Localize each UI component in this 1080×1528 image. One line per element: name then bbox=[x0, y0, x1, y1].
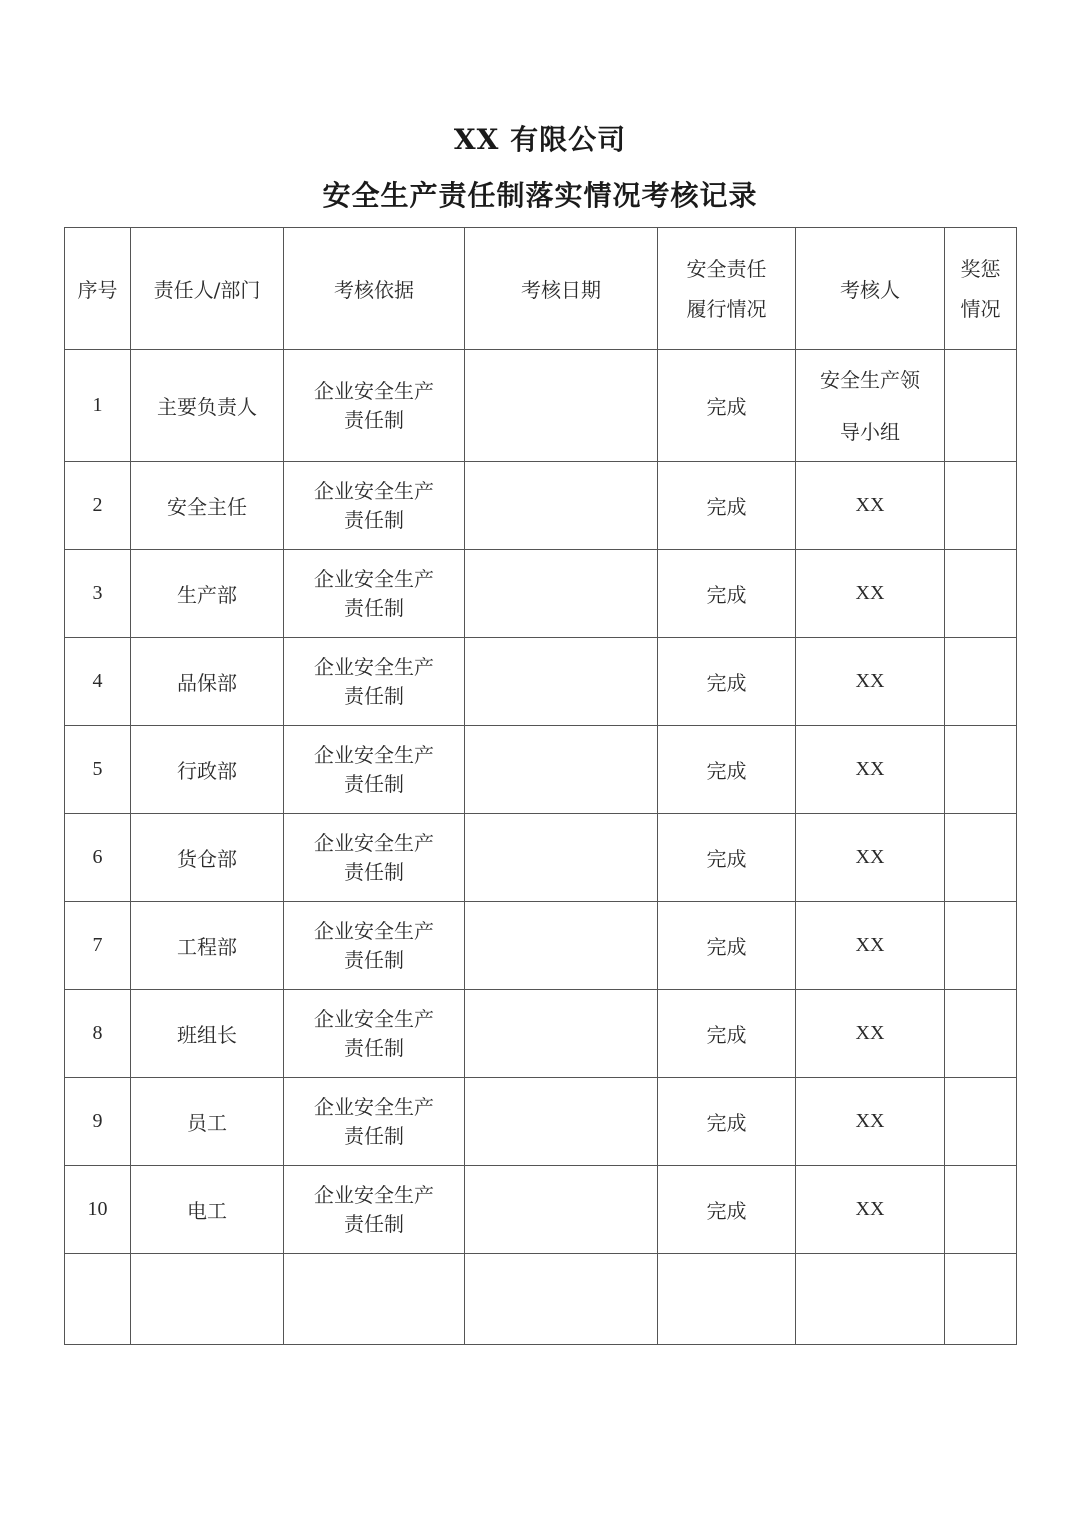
cell-person-dept: 工程部 bbox=[131, 902, 284, 990]
cell-reward bbox=[945, 902, 1017, 990]
cell-basis bbox=[284, 1078, 465, 1166]
cell-basis-text bbox=[314, 653, 434, 711]
cell-basis-line2: 责任制 bbox=[344, 595, 404, 620]
cell-basis bbox=[284, 462, 465, 550]
cell-basis-line1: 企业安全生产 bbox=[314, 830, 434, 855]
cell-basis bbox=[284, 350, 465, 462]
cell-reviewer: XX bbox=[796, 990, 945, 1078]
cell-reward bbox=[945, 726, 1017, 814]
cell-reviewer-line2: 导小组 bbox=[840, 419, 900, 444]
header-basis: 考核依据 bbox=[284, 228, 465, 350]
header-person-dept: 责任人/部门 bbox=[131, 228, 284, 350]
cell-basis bbox=[284, 638, 465, 726]
cell-person-dept: 班组长 bbox=[131, 990, 284, 1078]
cell-reviewer: XX bbox=[796, 1166, 945, 1254]
cell-empty bbox=[65, 1254, 131, 1345]
cell-basis-line2: 责任制 bbox=[344, 947, 404, 972]
cell-performance: 完成 bbox=[658, 462, 796, 550]
cell-basis bbox=[284, 902, 465, 990]
cell-reward bbox=[945, 462, 1017, 550]
cell-date bbox=[465, 1166, 658, 1254]
cell-basis-line1: 企业安全生产 bbox=[314, 918, 434, 943]
cell-basis bbox=[284, 726, 465, 814]
cell-reviewer: XX bbox=[796, 638, 945, 726]
cell-reviewer: XX bbox=[796, 814, 945, 902]
cell-basis-line1: 企业安全生产 bbox=[314, 1006, 434, 1031]
cell-reviewer: XX bbox=[796, 550, 945, 638]
cell-basis-text bbox=[314, 1005, 434, 1063]
cell-performance: 完成 bbox=[658, 350, 796, 462]
cell-date bbox=[465, 902, 658, 990]
company-title: XX 有限公司 bbox=[453, 123, 627, 156]
cell-performance: 完成 bbox=[658, 990, 796, 1078]
cell-date bbox=[465, 814, 658, 902]
cell-basis-line1: 企业安全生产 bbox=[314, 1182, 434, 1207]
cell-index: 4 bbox=[65, 638, 131, 726]
table-row-empty bbox=[65, 1254, 1017, 1345]
cell-date bbox=[465, 350, 658, 462]
cell-performance: 完成 bbox=[658, 726, 796, 814]
cell-reviewer: XX bbox=[796, 902, 945, 990]
cell-performance: 完成 bbox=[658, 638, 796, 726]
cell-performance: 完成 bbox=[658, 1078, 796, 1166]
cell-basis bbox=[284, 990, 465, 1078]
table-row bbox=[65, 638, 1017, 726]
cell-date bbox=[465, 462, 658, 550]
cell-basis-text bbox=[314, 477, 434, 535]
table-row bbox=[65, 1078, 1017, 1166]
cell-reviewer: XX bbox=[796, 462, 945, 550]
cell-performance: 完成 bbox=[658, 902, 796, 990]
cell-performance: 完成 bbox=[658, 550, 796, 638]
cell-performance: 完成 bbox=[658, 1166, 796, 1254]
cell-basis-text bbox=[314, 741, 434, 799]
header-reward-text bbox=[961, 249, 1001, 329]
cell-basis-text bbox=[314, 565, 434, 623]
cell-basis-line1: 企业安全生产 bbox=[314, 742, 434, 767]
cell-index: 5 bbox=[65, 726, 131, 814]
cell-empty bbox=[131, 1254, 284, 1345]
cell-basis bbox=[284, 1166, 465, 1254]
cell-basis-text bbox=[314, 917, 434, 975]
header-index: 序号 bbox=[65, 228, 131, 350]
cell-basis-line1: 企业安全生产 bbox=[314, 478, 434, 503]
cell-index: 2 bbox=[65, 462, 131, 550]
cell-basis bbox=[284, 814, 465, 902]
cell-basis-line1: 企业安全生产 bbox=[314, 654, 434, 679]
cell-date bbox=[465, 638, 658, 726]
cell-basis-line2: 责任制 bbox=[344, 771, 404, 796]
cell-basis-line1: 企业安全生产 bbox=[314, 378, 434, 403]
cell-basis-text bbox=[314, 829, 434, 887]
cell-reviewer bbox=[796, 350, 945, 462]
cell-reward bbox=[945, 1078, 1017, 1166]
cell-person-dept: 货仓部 bbox=[131, 814, 284, 902]
header-performance-line2: 履行情况 bbox=[686, 296, 767, 321]
cell-person-dept: 行政部 bbox=[131, 726, 284, 814]
cell-date bbox=[465, 726, 658, 814]
header-performance-text bbox=[687, 249, 767, 329]
cell-date bbox=[465, 990, 658, 1078]
record-title: 安全生产责任制落实情况考核记录 bbox=[322, 179, 758, 212]
table-row bbox=[65, 462, 1017, 550]
cell-basis-line2: 责任制 bbox=[344, 1035, 404, 1060]
table-row bbox=[65, 814, 1017, 902]
cell-performance: 完成 bbox=[658, 814, 796, 902]
cell-basis bbox=[284, 550, 465, 638]
cell-basis-line2: 责任制 bbox=[344, 859, 404, 884]
cell-person-dept: 员工 bbox=[131, 1078, 284, 1166]
cell-reviewer: XX bbox=[796, 726, 945, 814]
cell-index: 6 bbox=[65, 814, 131, 902]
table-row bbox=[65, 550, 1017, 638]
cell-reviewer-line1: 安全生产领 bbox=[820, 367, 920, 392]
assessment-record-table bbox=[64, 227, 1017, 1345]
cell-index: 1 bbox=[65, 350, 131, 462]
cell-index: 7 bbox=[65, 902, 131, 990]
cell-basis-text bbox=[314, 377, 434, 435]
cell-basis-line2: 责任制 bbox=[344, 683, 404, 708]
table-row bbox=[65, 902, 1017, 990]
cell-reward bbox=[945, 814, 1017, 902]
cell-reward bbox=[945, 990, 1017, 1078]
cell-person-dept: 生产部 bbox=[131, 550, 284, 638]
cell-person-dept: 电工 bbox=[131, 1166, 284, 1254]
cell-empty bbox=[658, 1254, 796, 1345]
header-reviewer: 考核人 bbox=[796, 228, 945, 350]
cell-date bbox=[465, 550, 658, 638]
table-row bbox=[65, 726, 1017, 814]
header-date: 考核日期 bbox=[465, 228, 658, 350]
cell-basis-line2: 责任制 bbox=[344, 407, 404, 432]
table-row bbox=[65, 1166, 1017, 1254]
cell-index: 9 bbox=[65, 1078, 131, 1166]
cell-basis-text bbox=[314, 1181, 434, 1239]
header-row bbox=[65, 228, 1017, 350]
cell-reward bbox=[945, 350, 1017, 462]
cell-basis-line1: 企业安全生产 bbox=[314, 566, 434, 591]
cell-empty bbox=[284, 1254, 465, 1345]
cell-reviewer-text bbox=[820, 354, 920, 458]
cell-basis-line2: 责任制 bbox=[344, 1123, 404, 1148]
cell-reviewer: XX bbox=[796, 1078, 945, 1166]
table-row bbox=[65, 350, 1017, 462]
cell-index: 3 bbox=[65, 550, 131, 638]
cell-reward bbox=[945, 638, 1017, 726]
cell-empty bbox=[465, 1254, 658, 1345]
cell-person-dept: 主要负责人 bbox=[131, 350, 284, 462]
cell-basis-line1: 企业安全生产 bbox=[314, 1094, 434, 1119]
cell-basis-text bbox=[314, 1093, 434, 1151]
cell-reward bbox=[945, 550, 1017, 638]
cell-basis-line2: 责任制 bbox=[344, 1211, 404, 1236]
header-reward bbox=[945, 228, 1017, 350]
cell-empty bbox=[796, 1254, 945, 1345]
cell-person-dept: 安全主任 bbox=[131, 462, 284, 550]
cell-index: 8 bbox=[65, 990, 131, 1078]
header-performance-line1: 安全责任 bbox=[686, 256, 767, 281]
cell-date bbox=[465, 1078, 658, 1166]
cell-reward bbox=[945, 1166, 1017, 1254]
header-reward-line1: 奖惩 bbox=[960, 256, 1001, 281]
header-reward-line2: 情况 bbox=[960, 296, 1001, 321]
cell-basis-line2: 责任制 bbox=[344, 507, 404, 532]
table-row bbox=[65, 990, 1017, 1078]
cell-index: 10 bbox=[65, 1166, 131, 1254]
cell-empty bbox=[945, 1254, 1017, 1345]
cell-person-dept: 品保部 bbox=[131, 638, 284, 726]
header-performance bbox=[658, 228, 796, 350]
